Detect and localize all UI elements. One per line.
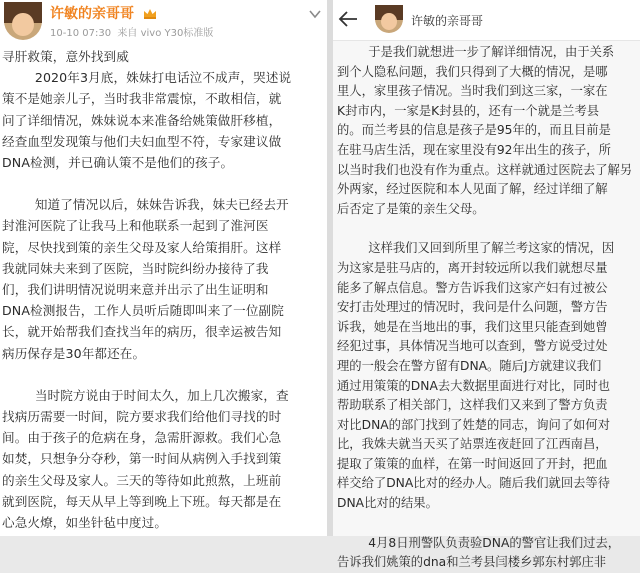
- article-header: [333, 0, 640, 41]
- text-line: 如焚，只想争分夺秒，第一时间从病例入手找到策: [2, 451, 282, 467]
- text-line: 就到医院，每天从早上等到晚上下班。每天都是在: [2, 493, 282, 509]
- post-device: 来自 vivo Y30标准版: [117, 28, 214, 39]
- text-line: 经查血型发现策与他们夫妇血型不符，专家建议做: [2, 133, 282, 149]
- text-line: 2020年3月底，姝妹打电话泣不成声，哭述说: [2, 70, 292, 86]
- text-line: 提取了策策的血样，在第一时间返回了开封，把血: [337, 456, 608, 471]
- text-line: DNA检测，并已确认策不是他们的孩子。: [2, 155, 234, 171]
- text-line: 们，我们讲明情况说明来意并出示了出生证明和: [2, 282, 269, 298]
- post-title: 寻肝救策，意外找到威: [2, 49, 129, 64]
- text-line: 安打击处理过的情况时，我问是什么问题，警方告: [337, 300, 608, 315]
- text-line: 理的一般会在警方留有DNA。随后J方就建议我们: [337, 358, 602, 373]
- text-line: 后否定了是策的亲生父母。: [337, 201, 485, 216]
- text-line: 比，我姝夫就当天买了站票连夜赶回了江西南昌，: [337, 437, 608, 452]
- text-line: 知道了情况以后，妹妹告诉我，妹夫已经去开: [2, 197, 289, 213]
- text-line: 策不是她亲儿子，当时我非常震惊，不敢相信，就: [2, 91, 282, 107]
- text-line: DNA比对的结果。: [337, 496, 438, 511]
- article-body: [337, 43, 637, 573]
- text-line: DNA检测报告，工作人员听后随即叫来了一位副院: [2, 303, 284, 319]
- text-line: 的。而兰考县的信息是孩子是95年的，而且目前是: [337, 123, 611, 138]
- text-line: 对比DNA的部门找到了姓楚的同志，询问了如何对: [337, 417, 611, 432]
- text-line: 帮助联系了相关部门，这样我们又来到了警方负责: [337, 398, 608, 413]
- back-arrow-icon[interactable]: [337, 8, 359, 30]
- left-post-screenshot: [0, 0, 327, 536]
- text-line: 间。由于孩子的危病在身，急需肝源救。我们心急: [2, 430, 282, 446]
- text-line: 的亲生父母及家人。三天的等待如此煎熬，上班前: [2, 472, 282, 488]
- author-name[interactable]: [50, 3, 157, 23]
- text-line: 以当时我们也没有作为重点。这样就通过医院去了解另: [337, 162, 633, 177]
- chevron-down-icon[interactable]: [307, 6, 323, 22]
- text-line: 为这家是驻马店的，离开封较远所以我们就想尽量: [337, 260, 608, 275]
- text-line: 我就同妹夫来到了医院，当时院纠纷办接待了我: [2, 260, 269, 276]
- text-line: 问了详细情况，姝妹说本来准备给姚策做肝移植，: [2, 112, 282, 128]
- text-line: 病历保存是30年都还在。: [2, 345, 146, 361]
- text-line: 通过用策策的DNA去大数据里面进行对比，同时也: [337, 378, 611, 393]
- post-time: 10-10 07:30: [50, 28, 112, 39]
- author-name[interactable]: 许敏的亲哥哥: [411, 14, 484, 28]
- text-line: 在驻马店生活，现在家里没有92年出生的孩子，所: [337, 142, 611, 157]
- text-line: 封淮河医院了让我马上和他联系一起到了淮河医: [2, 218, 269, 234]
- text-line: 经犯过事，具体情况当地可以查到，警方说受过处: [337, 339, 608, 354]
- post-meta: [50, 24, 213, 39]
- text-line: 里人，家里孩子情况。当时我们到这三家，一家在: [337, 84, 608, 99]
- text-line: 长，就开始帮我们查找当年的病历，很幸运被告知: [2, 324, 282, 340]
- author-name-text: 许敏的亲哥哥: [50, 6, 134, 22]
- text-line: 心急火燎，如坐针毡中度过。: [2, 515, 168, 531]
- text-line: 诉我，她是在当地出的事，我们这里只能查到她曾: [337, 319, 608, 334]
- text-line: 到个人隐私问题，我们只得到了大概的情况，是哪: [337, 64, 608, 79]
- post-body: [2, 46, 324, 533]
- text-line: K封市内，一家是K封县的，还有一个就是兰考县: [337, 103, 600, 118]
- text-line: 外两家，经过医院和本人见面了解，经过详细了解: [337, 182, 608, 197]
- right-post-screenshot: [333, 0, 640, 570]
- text-line: 告诉我们姚策的dna和兰考县闫楼乡郭东村郭庄非: [337, 555, 607, 570]
- text-line: 找病历需要一时间，院方要求我们给他们寻找的时: [2, 409, 282, 425]
- text-line: 这样我们又回到所里了解兰考这家的情况，因: [337, 241, 615, 256]
- text-line: 于是我们就想进一步了解详细情况，由于关系: [337, 45, 615, 59]
- text-line: 4月8日刑警队负责验DNA的警官让我们过去，: [337, 535, 621, 550]
- author-avatar[interactable]: [375, 5, 403, 33]
- crown-icon: [143, 8, 157, 19]
- text-line: 院，尽快找到策的亲生父母及家人给策捐肝。这样: [2, 239, 282, 255]
- author-avatar[interactable]: [4, 2, 42, 40]
- text-line: 当时院方说由于时间太久，加上几次搬家，查: [2, 387, 289, 403]
- text-line: 能多了解点信息。警方告诉我们这家产妇有过被公: [337, 280, 608, 295]
- post-header: [0, 0, 327, 46]
- text-line: 样交给了DNA比对的经办人。随后我们就回去等待: [337, 476, 611, 491]
